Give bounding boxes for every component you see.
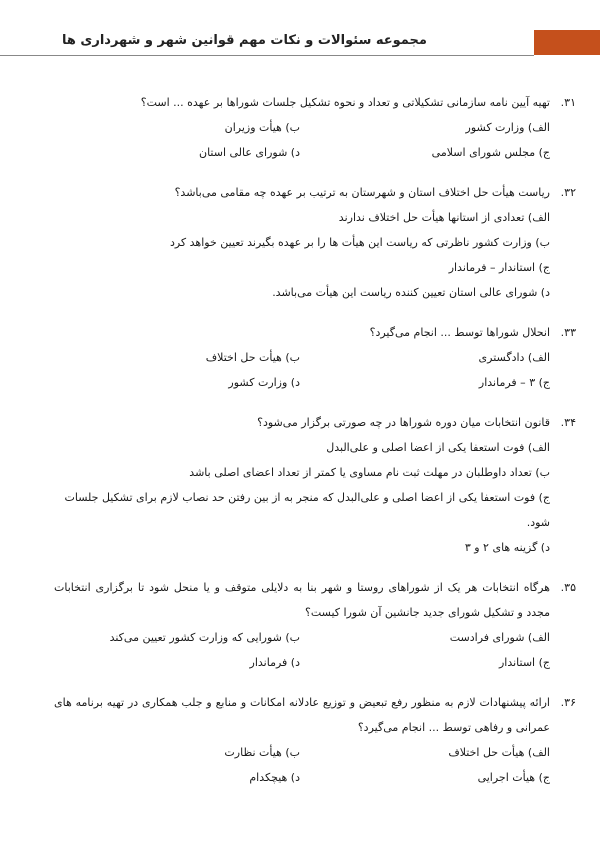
- page-header: [0, 26, 600, 56]
- question-33: [50, 320, 576, 395]
- option-c: ج) ۳ – فرماندار: [478, 376, 550, 389]
- options: [50, 205, 550, 305]
- question-number: ۳۱.: [560, 96, 576, 109]
- option-d: د) شورای عالی استان: [198, 146, 300, 159]
- option-d: د) گزینه های ۲ و ۳: [464, 541, 550, 554]
- option-c: ج) هیأت اجرایی: [477, 771, 550, 784]
- option-c: ج) فوت استعفا یکی از اعضا اصلی و علی‌البدل که منجر به از بین رفتن حد نصاب لازم برای تشکیل جلسات شود.: [64, 491, 550, 529]
- question-34: [50, 410, 576, 560]
- option-d: د) وزارت کشور: [228, 376, 300, 389]
- options: [50, 435, 550, 560]
- option-a: الف) دادگستری: [478, 351, 550, 364]
- page-number: ۶۴: [16, 33, 36, 51]
- option-a: الف) هیأت حل اختلاف: [448, 746, 550, 759]
- option-b: ب) تعداد داوطلبان در مهلت ثبت نام مساوی یا کمتر از تعداد اعضای اصلی باشد: [189, 466, 550, 479]
- question-number: ۳۲.: [560, 186, 576, 199]
- question-text: هرگاه انتخابات هر یک از شوراهای روستا و شهر بنا به دلایلی متوقف و یا منحل شود تا برگزاری انتخابات مجدد و تشکیل شورای جدید جانشین آن شورا کیست؟: [54, 581, 550, 619]
- question-number: ۳۴.: [560, 416, 576, 429]
- question-35: [50, 575, 576, 675]
- option-c: ج) مجلس شورای اسلامی: [431, 146, 550, 159]
- question-number: ۳۳.: [560, 326, 576, 339]
- page-number-bar: [534, 30, 600, 55]
- question-number: ۳۵.: [560, 581, 576, 594]
- option-c: ج) استاندار: [498, 656, 550, 669]
- question-text: ارائه پیشنهادات لازم به منظور رفع تبعیض و توزیع عادلانه امکانات و منابع و جلب همکاری در تهیه برنامه های عمرانی و رفاهی توسط ... انجام می‌گیرد؟: [54, 696, 550, 734]
- question-list: [50, 90, 576, 805]
- option-d: د) فرماندار: [249, 656, 300, 669]
- option-c: ج) استاندار – فرماندار: [448, 261, 550, 274]
- option-d: د) شورای عالی استان تعیین کننده ریاست این هیأت می‌باشد.: [272, 286, 550, 299]
- header-divider: [0, 55, 534, 56]
- question-text: انحلال شوراها توسط ... انجام می‌گیرد؟: [369, 326, 550, 339]
- option-a: الف) وزارت کشور: [465, 121, 550, 134]
- option-b: ب) وزارت کشور ناظرتی که ریاست این هیأت ها را بر عهده بگیرند تعیین خواهد کرد: [169, 236, 550, 249]
- book-title: مجموعه سئوالات و نکات مهم قوانین شهر و شهرداری ها: [62, 33, 427, 48]
- question-text: ریاست هیأت حل اختلاف استان و شهرستان به ترتیب بر عهده چه مقامی می‌باشد؟: [174, 186, 550, 199]
- option-a: الف) فوت استعفا یکی از اعضا اصلی و علی‌البدل: [326, 441, 550, 454]
- question-36: [50, 690, 576, 790]
- question-32: [50, 180, 576, 305]
- option-d: د) هیچکدام: [249, 771, 300, 784]
- options: [50, 740, 550, 790]
- question-number: ۳۶.: [560, 696, 576, 709]
- options: [50, 345, 550, 395]
- options: [50, 625, 550, 675]
- option-b: ب) شورایی که وزارت کشور تعیین می‌کند: [109, 631, 300, 644]
- option-b: ب) هیأت نظارت: [224, 746, 300, 759]
- option-a: الف) تعدادی از استانها هیأت حل اختلاف ندارند: [338, 211, 550, 224]
- question-31: [50, 90, 576, 165]
- options: [50, 115, 550, 165]
- option-b: ب) هیأت حل اختلاف: [205, 351, 300, 364]
- option-a: الف) شورای فرادست: [449, 631, 550, 644]
- option-b: ب) هیأت وزیران: [224, 121, 300, 134]
- question-text: قانون انتخابات میان دوره شوراها در چه صورتی برگزار می‌شود؟: [257, 416, 550, 429]
- question-text: تهیه آیین نامه سازمانی تشکیلاتی و تعداد و نحوه تشکیل جلسات شوراها بر عهده ... است؟: [140, 96, 550, 109]
